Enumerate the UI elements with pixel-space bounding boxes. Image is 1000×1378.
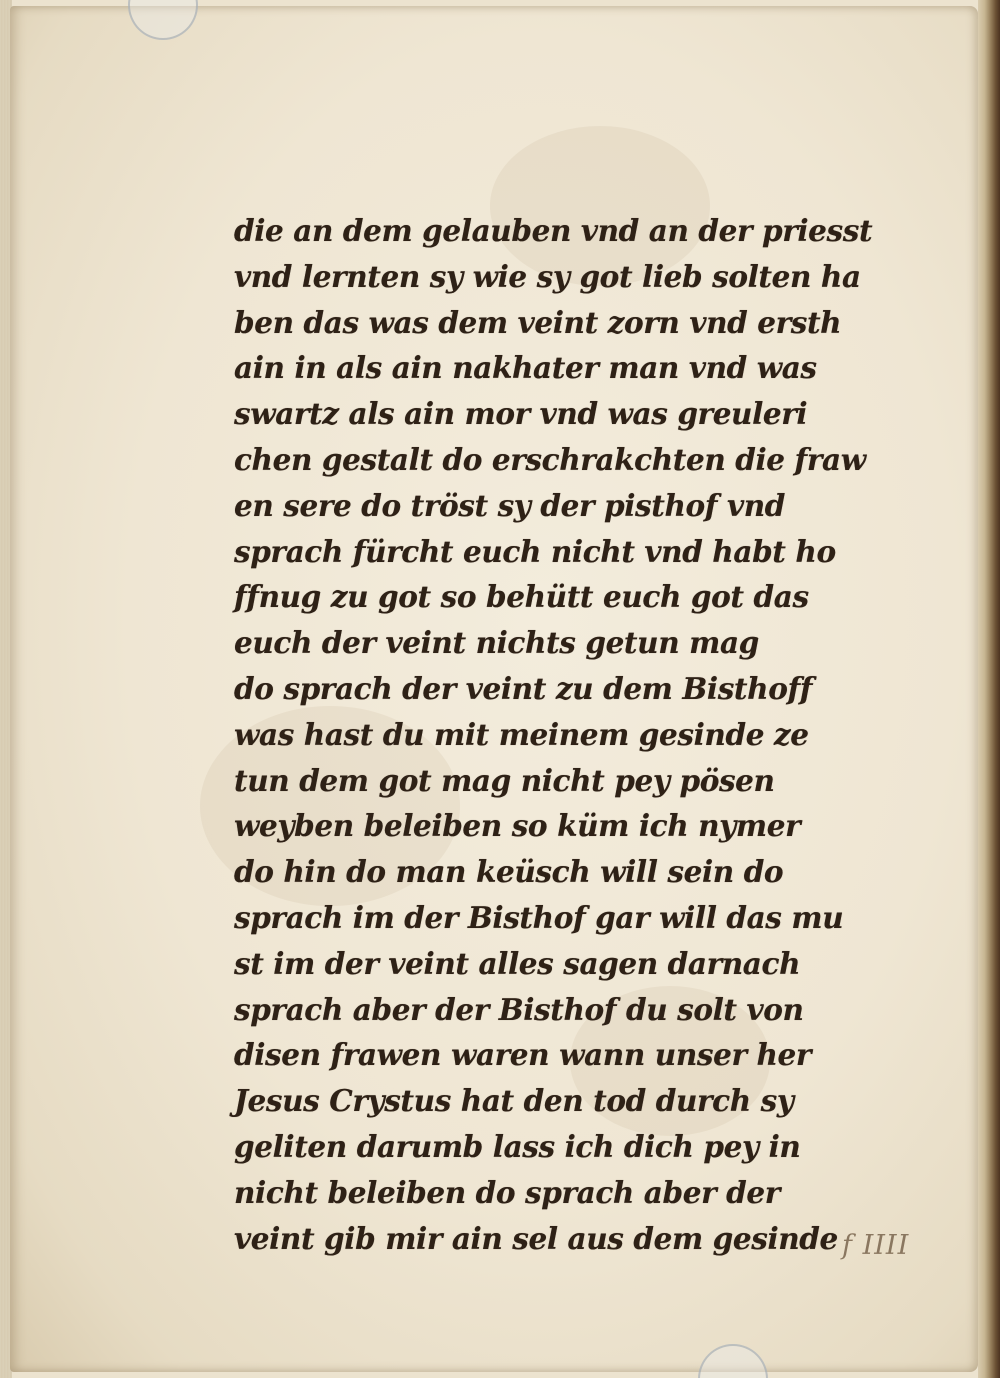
text-line: en sere do tröst sy der pisthof vnd	[234, 487, 785, 523]
text-line: Jesus Crystus hat den tod durch sy	[234, 1083, 794, 1119]
text-line: sprach im der Bisthof gar will das mu	[234, 899, 844, 935]
text-line: ffnug zu got so behütt euch got das	[234, 579, 809, 615]
text-line: sprach aber der Bisthof du solt von	[234, 991, 804, 1027]
text-line: ben das was dem veint zorn vnd ersth	[234, 304, 842, 340]
text-line: do hin do man keüsch will sein do	[234, 854, 784, 890]
text-line: was hast du mit meinem gesinde ze	[234, 716, 809, 752]
text-line: st im der veint alles sagen darnach	[234, 945, 801, 981]
binding-edge-right	[978, 0, 1000, 1378]
text-line: nicht beleiben do sprach aber der	[234, 1174, 780, 1210]
text-line: sprach fürcht euch nicht vnd habt ho	[234, 533, 836, 569]
text-line: geliten darumb lass ich dich pey in	[234, 1128, 801, 1164]
text-line: euch der veint nichts getun mag	[234, 625, 759, 661]
text-line: chen gestalt do erschrakchten die fraw	[234, 441, 866, 477]
text-line: vnd lernten sy wie sy got lieb solten ha	[234, 258, 861, 294]
text-line: disen frawen waren wann unser her	[234, 1037, 812, 1073]
text-line: do sprach der veint zu dem Bisthoff	[234, 670, 813, 706]
manuscript-text-block	[234, 208, 874, 1261]
text-line: tun dem got mag nicht pey pösen	[234, 762, 775, 798]
text-line: ain in als ain nakhater man vnd was	[234, 350, 817, 386]
text-line: swartz als ain mor vnd was greuleri	[234, 396, 808, 432]
text-line: weyben beleiben so küm ich nymer	[234, 808, 801, 844]
text-line: die an dem gelauben vnd an der priesst	[234, 213, 873, 248]
text-line: veint gib mir ain sel aus dem gesinde	[234, 1220, 838, 1256]
folio-number: f IIII	[842, 1230, 910, 1261]
